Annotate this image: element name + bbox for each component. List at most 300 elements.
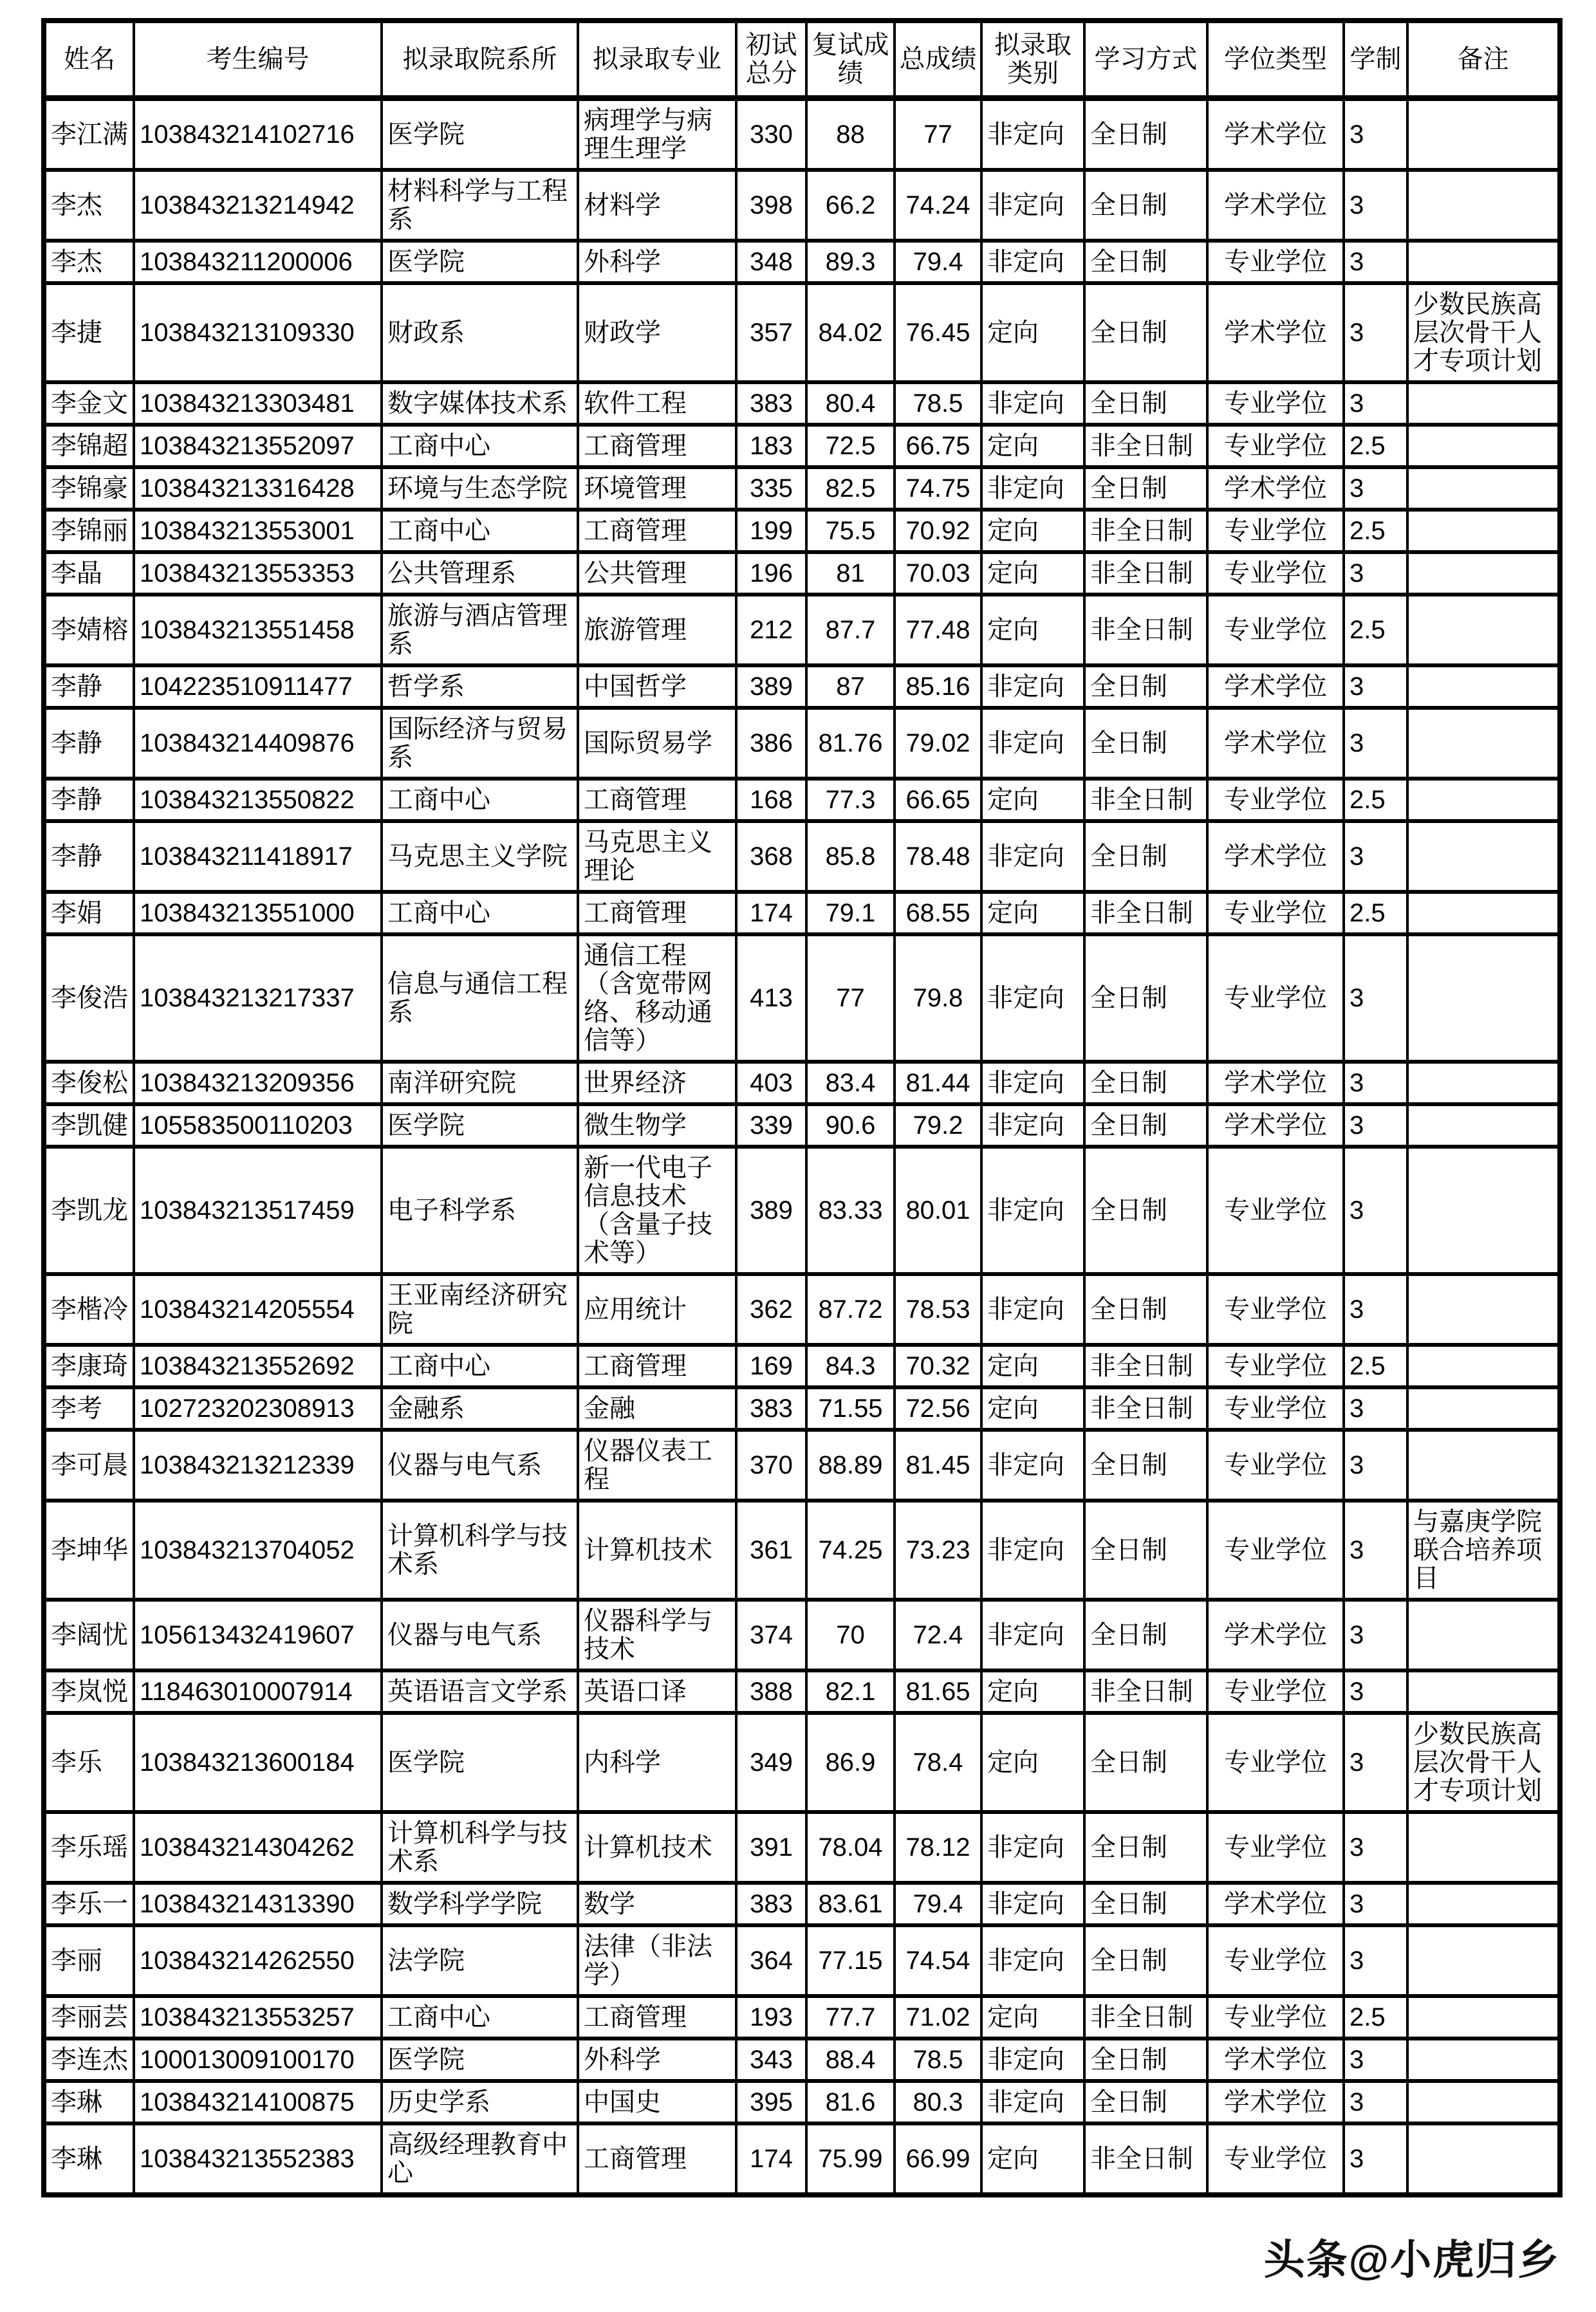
cell-initial: 374 [736, 1600, 806, 1670]
cell-initial: 389 [736, 1147, 806, 1274]
cell-mode: 非全日制 [1084, 595, 1207, 665]
cell-remark: 少数民族高层次骨干人才专项计划 [1407, 1713, 1560, 1812]
cell-degree: 专业学位 [1207, 1713, 1344, 1812]
cell-remark [1407, 170, 1560, 241]
table-row [44, 665, 1560, 708]
table-row [44, 1345, 1560, 1387]
cell-degree: 专业学位 [1207, 425, 1344, 467]
cell-years: 3 [1344, 708, 1407, 779]
cell-total: 78.5 [895, 2039, 981, 2081]
cell-major: 环境管理 [578, 467, 736, 510]
cell-dept: 工商中心 [382, 425, 578, 467]
cell-name: 李乐 [44, 1713, 134, 1812]
cell-retest: 88.4 [806, 2039, 895, 2081]
cell-total: 79.4 [895, 241, 981, 283]
cell-dept: 财政系 [382, 283, 578, 382]
cell-initial: 368 [736, 821, 806, 892]
table-row [44, 510, 1560, 552]
cell-degree: 专业学位 [1207, 1501, 1344, 1600]
cell-degree: 学术学位 [1207, 1062, 1344, 1104]
cell-dept: 工商中心 [382, 1996, 578, 2039]
cell-retest: 88.89 [806, 1430, 895, 1501]
cell-initial: 389 [736, 665, 806, 708]
column-header-initial: 初试总分 [736, 21, 806, 98]
cell-initial: 330 [736, 98, 806, 171]
cell-total: 73.23 [895, 1501, 981, 1600]
cell-retest: 84.02 [806, 283, 895, 382]
cell-degree: 专业学位 [1207, 1996, 1344, 2039]
cell-dept: 医学院 [382, 98, 578, 171]
cell-retest: 89.3 [806, 241, 895, 283]
cell-remark: 与嘉庚学院联合培养项目 [1407, 1501, 1560, 1600]
cell-retest: 87.72 [806, 1274, 895, 1345]
cell-mode: 全日制 [1084, 1430, 1207, 1501]
cell-initial: 169 [736, 1345, 806, 1387]
cell-years: 3 [1344, 665, 1407, 708]
cell-category: 定向 [981, 1713, 1084, 1812]
cell-name: 李锦丽 [44, 510, 134, 552]
cell-id: 103843213316428 [134, 467, 382, 510]
cell-years: 3 [1344, 1925, 1407, 1996]
cell-dept: 英语语言文学系 [382, 1670, 578, 1713]
cell-major: 公共管理 [578, 552, 736, 595]
cell-remark [1407, 1600, 1560, 1670]
cell-degree: 学术学位 [1207, 467, 1344, 510]
table-row [44, 1274, 1560, 1345]
cell-name: 李俊浩 [44, 934, 134, 1062]
cell-mode: 全日制 [1084, 2081, 1207, 2123]
cell-major: 内科学 [578, 1713, 736, 1812]
table-row [44, 2123, 1560, 2195]
cell-retest: 83.61 [806, 1883, 895, 1925]
cell-total: 81.65 [895, 1670, 981, 1713]
cell-category: 定向 [981, 510, 1084, 552]
cell-id: 103843213517459 [134, 1147, 382, 1274]
cell-initial: 343 [736, 2039, 806, 2081]
column-header-major: 拟录取专业 [578, 21, 736, 98]
cell-mode: 全日制 [1084, 1062, 1207, 1104]
cell-total: 66.99 [895, 2123, 981, 2195]
cell-years: 2.5 [1344, 1996, 1407, 2039]
table-row [44, 1104, 1560, 1147]
cell-name: 李可晨 [44, 1430, 134, 1501]
cell-remark [1407, 1812, 1560, 1883]
cell-category: 非定向 [981, 1501, 1084, 1600]
cell-remark: 少数民族高层次骨干人才专项计划 [1407, 283, 1560, 382]
cell-mode: 全日制 [1084, 1812, 1207, 1883]
cell-mode: 非全日制 [1084, 1996, 1207, 2039]
cell-category: 非定向 [981, 1062, 1084, 1104]
cell-years: 2.5 [1344, 425, 1407, 467]
cell-remark [1407, 425, 1560, 467]
cell-mode: 非全日制 [1084, 425, 1207, 467]
cell-degree: 学术学位 [1207, 1104, 1344, 1147]
cell-id: 103843213553257 [134, 1996, 382, 2039]
cell-degree: 专业学位 [1207, 510, 1344, 552]
cell-name: 李丽 [44, 1925, 134, 1996]
cell-degree: 学术学位 [1207, 283, 1344, 382]
cell-id: 100013009100170 [134, 2039, 382, 2081]
table-row [44, 1925, 1560, 1996]
cell-degree: 学术学位 [1207, 2081, 1344, 2123]
column-header-retest: 复试成绩 [806, 21, 895, 98]
cell-initial: 413 [736, 934, 806, 1062]
cell-major: 通信工程（含宽带网络、移动通信等） [578, 934, 736, 1062]
cell-name: 李金文 [44, 382, 134, 425]
cell-major: 仪器科学与技术 [578, 1600, 736, 1670]
table-row [44, 1501, 1560, 1600]
cell-retest: 75.5 [806, 510, 895, 552]
cell-initial: 383 [736, 382, 806, 425]
cell-id: 103843214262550 [134, 1925, 382, 1996]
cell-retest: 85.8 [806, 821, 895, 892]
cell-id: 103843214313390 [134, 1883, 382, 1925]
cell-remark [1407, 665, 1560, 708]
table-row [44, 934, 1560, 1062]
cell-total: 68.55 [895, 892, 981, 934]
cell-years: 3 [1344, 283, 1407, 382]
cell-years: 3 [1344, 1430, 1407, 1501]
cell-name: 李晶 [44, 552, 134, 595]
cell-category: 定向 [981, 552, 1084, 595]
cell-id: 103843213552692 [134, 1345, 382, 1387]
cell-name: 李杰 [44, 241, 134, 283]
cell-mode: 全日制 [1084, 1600, 1207, 1670]
column-header-years: 学制 [1344, 21, 1407, 98]
cell-remark [1407, 1925, 1560, 1996]
cell-total: 77 [895, 98, 981, 171]
cell-years: 3 [1344, 1713, 1407, 1812]
cell-major: 工商管理 [578, 2123, 736, 2195]
cell-major: 外科学 [578, 241, 736, 283]
cell-initial: 174 [736, 2123, 806, 2195]
cell-initial: 391 [736, 1812, 806, 1883]
cell-years: 2.5 [1344, 1345, 1407, 1387]
cell-mode: 非全日制 [1084, 510, 1207, 552]
cell-degree: 专业学位 [1207, 1925, 1344, 1996]
cell-major: 应用统计 [578, 1274, 736, 1345]
cell-retest: 70 [806, 1600, 895, 1670]
cell-retest: 83.33 [806, 1147, 895, 1274]
cell-degree: 专业学位 [1207, 2123, 1344, 2195]
cell-initial: 403 [736, 1062, 806, 1104]
cell-degree: 学术学位 [1207, 170, 1344, 241]
cell-major: 英语口译 [578, 1670, 736, 1713]
cell-major: 新一代电子信息技术（含量子技术等） [578, 1147, 736, 1274]
cell-total: 80.3 [895, 2081, 981, 2123]
cell-category: 非定向 [981, 382, 1084, 425]
cell-id: 103843213600184 [134, 1713, 382, 1812]
cell-dept: 医学院 [382, 2039, 578, 2081]
cell-total: 72.4 [895, 1600, 981, 1670]
table-row [44, 382, 1560, 425]
cell-mode: 全日制 [1084, 1147, 1207, 1274]
cell-major: 仪器仪表工程 [578, 1430, 736, 1501]
cell-dept: 电子科学系 [382, 1147, 578, 1274]
cell-years: 3 [1344, 2081, 1407, 2123]
cell-total: 78.5 [895, 382, 981, 425]
column-header-category: 拟录取类别 [981, 21, 1084, 98]
cell-name: 李楷冷 [44, 1274, 134, 1345]
cell-dept: 数学科学学院 [382, 1883, 578, 1925]
cell-name: 李考 [44, 1387, 134, 1430]
cell-initial: 193 [736, 1996, 806, 2039]
cell-major: 财政学 [578, 283, 736, 382]
cell-degree: 专业学位 [1207, 595, 1344, 665]
cell-name: 李连杰 [44, 2039, 134, 2081]
cell-dept: 工商中心 [382, 510, 578, 552]
cell-total: 80.01 [895, 1147, 981, 1274]
cell-initial: 174 [736, 892, 806, 934]
cell-initial: 395 [736, 2081, 806, 2123]
cell-dept: 公共管理系 [382, 552, 578, 595]
cell-remark [1407, 2123, 1560, 2195]
cell-degree: 专业学位 [1207, 934, 1344, 1062]
cell-category: 定向 [981, 1387, 1084, 1430]
cell-name: 李俊松 [44, 1062, 134, 1104]
cell-name: 李丽芸 [44, 1996, 134, 2039]
cell-name: 李静 [44, 821, 134, 892]
header-row [44, 21, 1560, 98]
cell-retest: 83.4 [806, 1062, 895, 1104]
cell-remark [1407, 2081, 1560, 2123]
cell-dept: 王亚南经济研究院 [382, 1274, 578, 1345]
cell-dept: 医学院 [382, 1713, 578, 1812]
cell-initial: 386 [736, 708, 806, 779]
cell-years: 3 [1344, 821, 1407, 892]
cell-remark [1407, 510, 1560, 552]
cell-retest: 77.15 [806, 1925, 895, 1996]
cell-mode: 全日制 [1084, 1925, 1207, 1996]
cell-major: 工商管理 [578, 1996, 736, 2039]
cell-degree: 专业学位 [1207, 1812, 1344, 1883]
column-header-remark: 备注 [1407, 21, 1560, 98]
cell-initial: 212 [736, 595, 806, 665]
column-header-total: 总成绩 [895, 21, 981, 98]
cell-years: 3 [1344, 1274, 1407, 1345]
cell-total: 77.48 [895, 595, 981, 665]
cell-id: 103843211418917 [134, 821, 382, 892]
cell-major: 法律（非法学） [578, 1925, 736, 1996]
cell-mode: 全日制 [1084, 382, 1207, 425]
cell-initial: 199 [736, 510, 806, 552]
cell-retest: 86.9 [806, 1713, 895, 1812]
cell-degree: 学术学位 [1207, 2039, 1344, 2081]
column-header-id: 考生编号 [134, 21, 382, 98]
cell-years: 3 [1344, 1062, 1407, 1104]
cell-total: 70.32 [895, 1345, 981, 1387]
cell-mode: 全日制 [1084, 1883, 1207, 1925]
table-row [44, 821, 1560, 892]
cell-years: 3 [1344, 98, 1407, 171]
cell-category: 定向 [981, 1670, 1084, 1713]
cell-remark [1407, 1345, 1560, 1387]
cell-id: 103843213217337 [134, 934, 382, 1062]
cell-major: 马克思主义理论 [578, 821, 736, 892]
cell-category: 非定向 [981, 2039, 1084, 2081]
cell-id: 103843214102716 [134, 98, 382, 171]
cell-dept: 历史学系 [382, 2081, 578, 2123]
cell-major: 外科学 [578, 2039, 736, 2081]
cell-category: 非定向 [981, 934, 1084, 1062]
cell-id: 103843213553353 [134, 552, 382, 595]
cell-category: 非定向 [981, 1104, 1084, 1147]
cell-major: 微生物学 [578, 1104, 736, 1147]
cell-total: 79.2 [895, 1104, 981, 1147]
table-row [44, 241, 1560, 283]
cell-id: 103843213212339 [134, 1430, 382, 1501]
cell-total: 79.02 [895, 708, 981, 779]
table-row [44, 892, 1560, 934]
cell-years: 3 [1344, 1387, 1407, 1430]
table-header [44, 21, 1560, 98]
cell-name: 李琳 [44, 2081, 134, 2123]
cell-remark [1407, 1430, 1560, 1501]
cell-id: 103843214205554 [134, 1274, 382, 1345]
cell-initial: 398 [736, 170, 806, 241]
cell-total: 72.56 [895, 1387, 981, 1430]
cell-id: 103843213551458 [134, 595, 382, 665]
cell-major: 病理学与病理生理学 [578, 98, 736, 171]
cell-degree: 专业学位 [1207, 779, 1344, 821]
cell-name: 李岚悦 [44, 1670, 134, 1713]
cell-remark [1407, 892, 1560, 934]
cell-major: 旅游管理 [578, 595, 736, 665]
cell-retest: 87.7 [806, 595, 895, 665]
cell-degree: 学术学位 [1207, 1883, 1344, 1925]
cell-years: 3 [1344, 1104, 1407, 1147]
table-row [44, 1062, 1560, 1104]
cell-initial: 357 [736, 283, 806, 382]
cell-category: 非定向 [981, 821, 1084, 892]
cell-id: 103843213552383 [134, 2123, 382, 2195]
table-row [44, 2081, 1560, 2123]
cell-dept: 金融系 [382, 1387, 578, 1430]
cell-years: 3 [1344, 2123, 1407, 2195]
cell-total: 81.45 [895, 1430, 981, 1501]
cell-dept: 环境与生态学院 [382, 467, 578, 510]
cell-remark [1407, 241, 1560, 283]
cell-initial: 370 [736, 1430, 806, 1501]
watermark-text: 头条@小虎归乡 [1263, 2237, 1560, 2283]
table-row [44, 1430, 1560, 1501]
table-row [44, 595, 1560, 665]
column-header-dept: 拟录取院系所 [382, 21, 578, 98]
cell-initial: 335 [736, 467, 806, 510]
cell-remark [1407, 779, 1560, 821]
cell-initial: 364 [736, 1925, 806, 1996]
cell-dept: 数字媒体技术系 [382, 382, 578, 425]
cell-total: 78.53 [895, 1274, 981, 1345]
cell-major: 工商管理 [578, 1345, 736, 1387]
cell-retest: 88 [806, 98, 895, 171]
cell-category: 非定向 [981, 665, 1084, 708]
cell-total: 71.02 [895, 1996, 981, 2039]
cell-id: 103843214409876 [134, 708, 382, 779]
cell-degree: 专业学位 [1207, 1147, 1344, 1274]
cell-name: 李凯健 [44, 1104, 134, 1147]
table-row [44, 467, 1560, 510]
cell-years: 2.5 [1344, 510, 1407, 552]
cell-total: 74.24 [895, 170, 981, 241]
cell-degree: 专业学位 [1207, 1430, 1344, 1501]
cell-mode: 全日制 [1084, 2039, 1207, 2081]
cell-mode: 非全日制 [1084, 1345, 1207, 1387]
cell-mode: 全日制 [1084, 1274, 1207, 1345]
cell-years: 3 [1344, 552, 1407, 595]
table-row [44, 2039, 1560, 2081]
cell-name: 李琳 [44, 2123, 134, 2195]
cell-mode: 全日制 [1084, 1104, 1207, 1147]
cell-major: 工商管理 [578, 510, 736, 552]
cell-dept: 材料科学与工程系 [382, 170, 578, 241]
cell-years: 3 [1344, 1670, 1407, 1713]
cell-id: 103843214100875 [134, 2081, 382, 2123]
table-row [44, 170, 1560, 241]
cell-major: 金融 [578, 1387, 736, 1430]
cell-dept: 工商中心 [382, 1345, 578, 1387]
cell-mode: 非全日制 [1084, 779, 1207, 821]
cell-id: 103843213704052 [134, 1501, 382, 1600]
cell-id: 105613432419607 [134, 1600, 382, 1670]
cell-id: 103843214304262 [134, 1812, 382, 1883]
cell-category: 定向 [981, 283, 1084, 382]
cell-remark [1407, 1147, 1560, 1274]
cell-category: 非定向 [981, 98, 1084, 171]
cell-dept: 计算机科学与技术系 [382, 1812, 578, 1883]
cell-remark [1407, 552, 1560, 595]
cell-years: 2.5 [1344, 595, 1407, 665]
cell-retest: 84.3 [806, 1345, 895, 1387]
cell-category: 定向 [981, 779, 1084, 821]
column-header-degree: 学位类型 [1207, 21, 1344, 98]
cell-degree: 专业学位 [1207, 1274, 1344, 1345]
cell-category: 定向 [981, 425, 1084, 467]
cell-degree: 专业学位 [1207, 1345, 1344, 1387]
cell-dept: 马克思主义学院 [382, 821, 578, 892]
page [0, 18, 1596, 2286]
cell-id: 103843213303481 [134, 382, 382, 425]
cell-mode: 全日制 [1084, 665, 1207, 708]
cell-category: 定向 [981, 892, 1084, 934]
cell-name: 李杰 [44, 170, 134, 241]
cell-dept: 工商中心 [382, 892, 578, 934]
cell-id: 103843213209356 [134, 1062, 382, 1104]
cell-remark [1407, 98, 1560, 171]
cell-retest: 87 [806, 665, 895, 708]
cell-mode: 非全日制 [1084, 1387, 1207, 1430]
cell-name: 李江满 [44, 98, 134, 171]
table-row [44, 1147, 1560, 1274]
cell-remark [1407, 595, 1560, 665]
cell-mode: 全日制 [1084, 170, 1207, 241]
cell-major: 工商管理 [578, 425, 736, 467]
cell-id: 103843211200006 [134, 241, 382, 283]
cell-mode: 非全日制 [1084, 2123, 1207, 2195]
cell-initial: 196 [736, 552, 806, 595]
cell-major: 软件工程 [578, 382, 736, 425]
cell-major: 中国哲学 [578, 665, 736, 708]
cell-mode: 全日制 [1084, 283, 1207, 382]
cell-major: 工商管理 [578, 779, 736, 821]
cell-category: 定向 [981, 595, 1084, 665]
cell-retest: 82.1 [806, 1670, 895, 1713]
cell-category: 非定向 [981, 1274, 1084, 1345]
cell-retest: 80.4 [806, 382, 895, 425]
table-row [44, 98, 1560, 171]
cell-total: 85.16 [895, 665, 981, 708]
cell-degree: 专业学位 [1207, 382, 1344, 425]
